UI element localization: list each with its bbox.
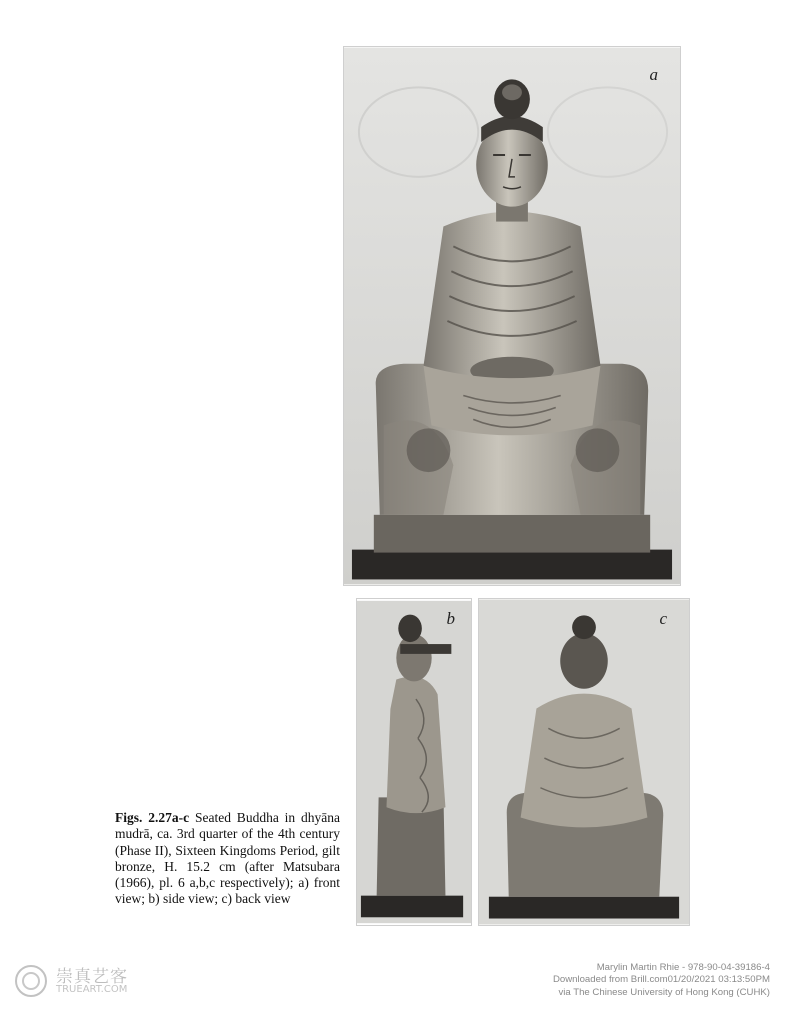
plate-b-letter: b	[446, 609, 455, 628]
watermark-chinese-text: 崇真艺客	[56, 967, 128, 987]
photo-back-view	[478, 598, 690, 926]
buddha-back-image	[479, 599, 689, 925]
watermark	[14, 960, 134, 1002]
watermark-logo-icon	[14, 964, 48, 998]
buddha-side-image	[357, 599, 471, 925]
caption-text: Seated Buddha in dhyāna mudrā, ca. 3rd quarter of the 4th century (Phase II), Sixteen Kingdoms Period, gilt bronze, H. 15.2 cm (after Matsubara (1966), pl. 6 a,b,c respectively); a) front view; b) side view; c) back view	[115, 810, 341, 907]
photo-front-view	[343, 46, 681, 586]
download-footer	[553, 962, 770, 999]
plate-a-letter: a	[649, 65, 658, 84]
footer-line-2: Downloaded from Brill.com01/20/2021 03:13:50PM	[552, 974, 770, 986]
figure-caption	[115, 810, 340, 908]
photo-side-view	[356, 598, 472, 926]
footer-line-1: Marylin Martin Rhie - 978-90-04-39186-4	[596, 962, 770, 973]
plate-c-letter: c	[659, 609, 667, 628]
buddha-front-image	[344, 47, 680, 585]
watermark-latin-text: TRUEART.COM	[56, 984, 128, 995]
figure-number: Figs. 2.27a-c	[115, 810, 190, 825]
footer-line-3: via The Chinese University of Hong Kong (CUHK)	[558, 986, 770, 998]
